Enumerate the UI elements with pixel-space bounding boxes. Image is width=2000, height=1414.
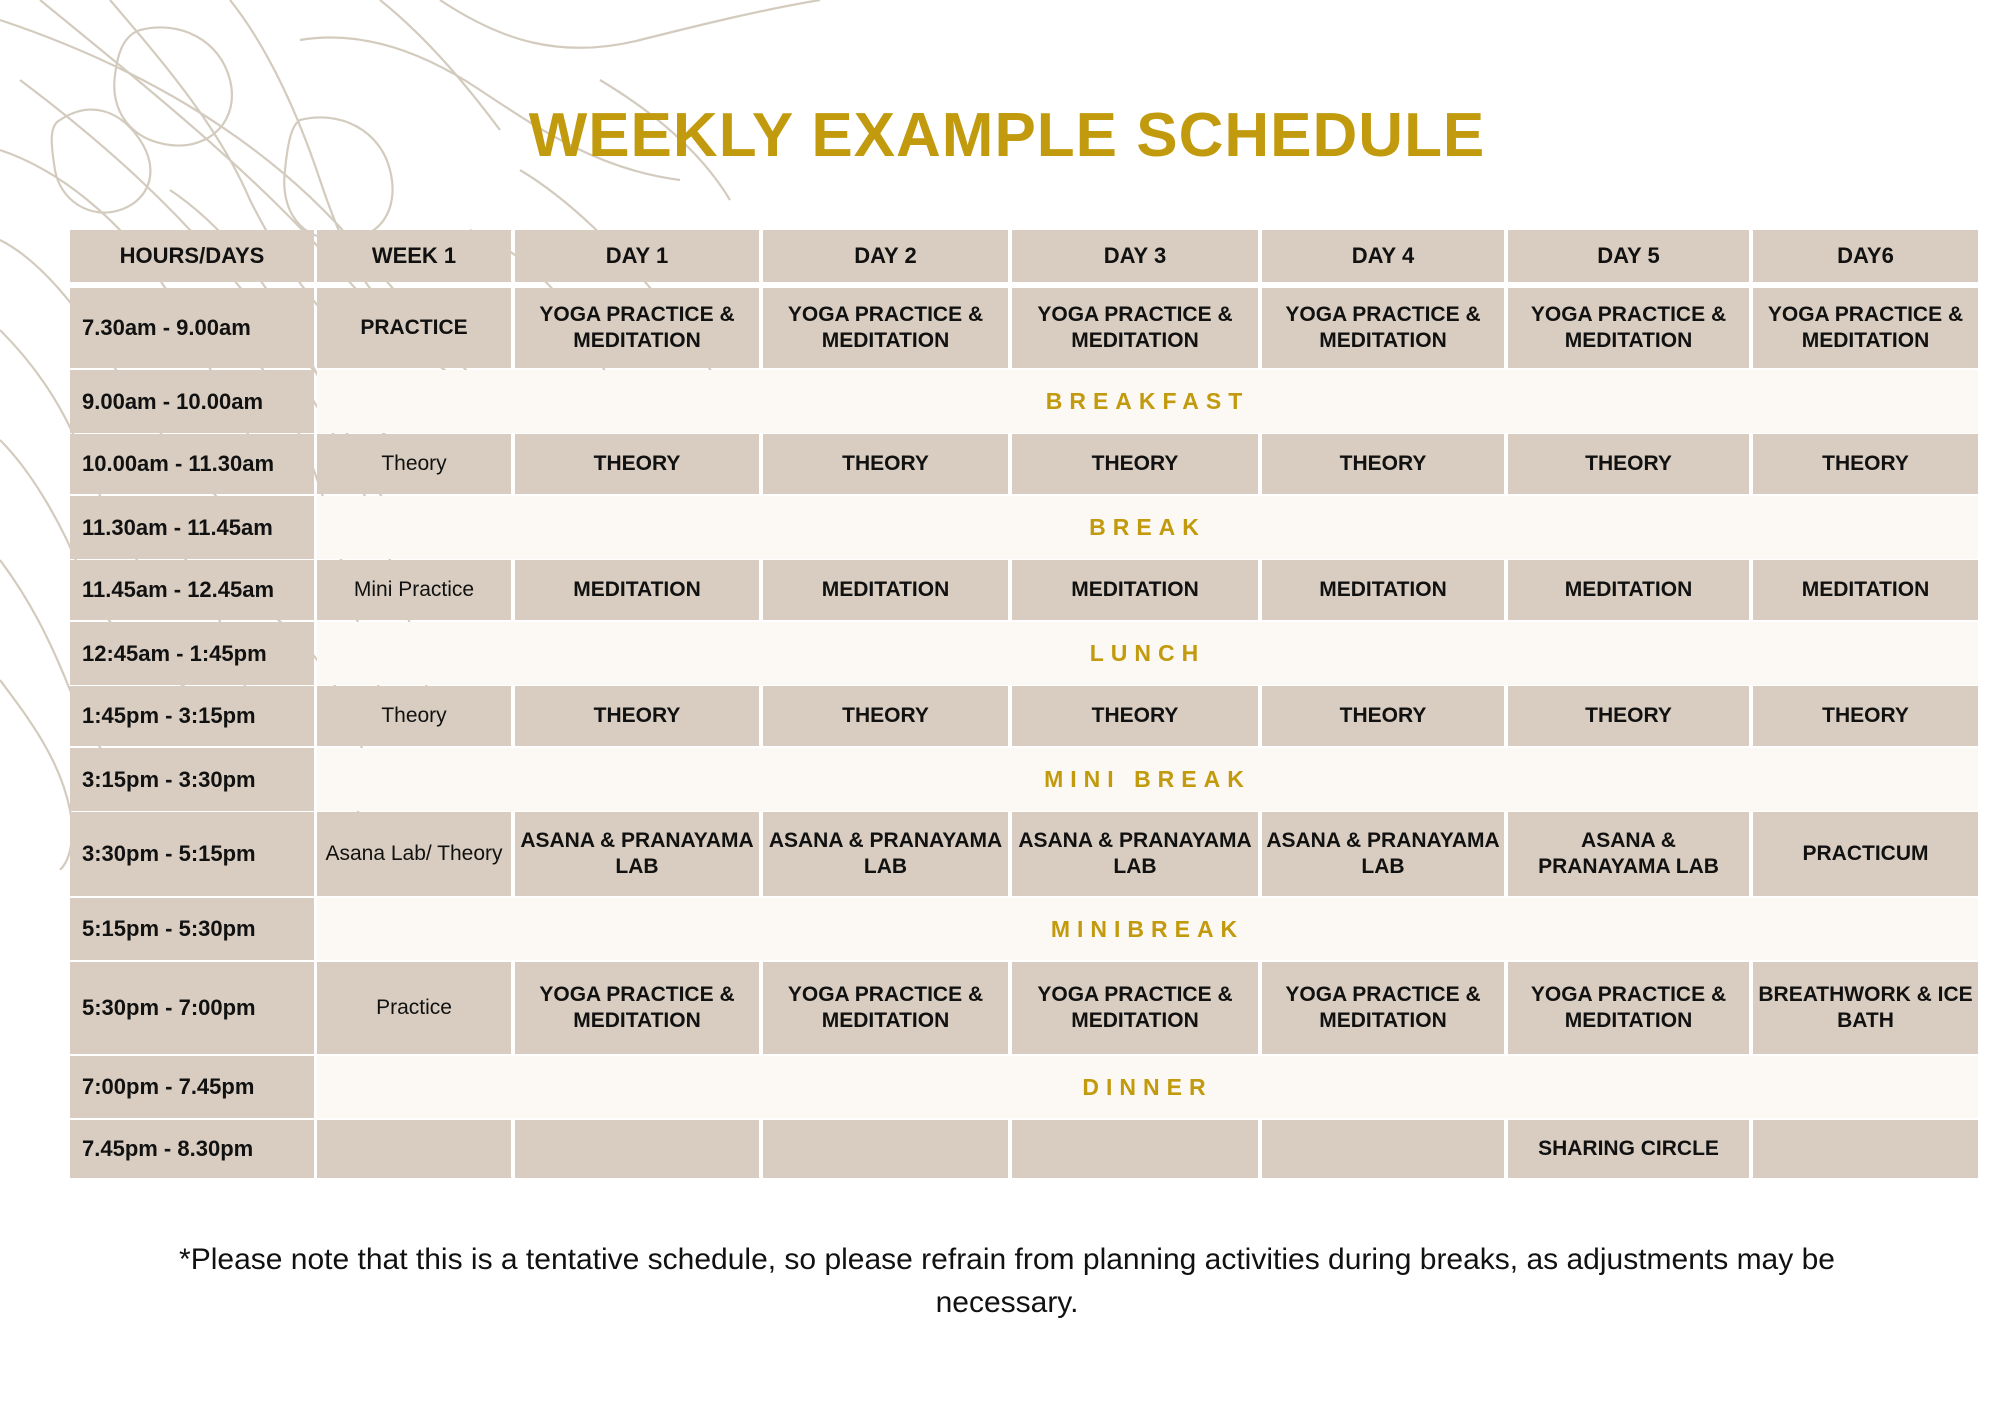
schedule-cell: THEORY — [515, 686, 759, 746]
schedule-cell: Practice — [317, 962, 511, 1054]
time-cell: 3:15pm - 3:30pm — [70, 748, 314, 811]
schedule-cell — [1012, 1120, 1258, 1178]
header-day-1: DAY 1 — [515, 230, 759, 282]
time-cell: 7.30am - 9.00am — [70, 288, 314, 368]
schedule-cell: MEDITATION — [1262, 560, 1504, 620]
schedule-cell: ASANA & PRANAYAMA LAB — [515, 812, 759, 896]
schedule-cell: MEDITATION — [1508, 560, 1749, 620]
schedule-cell: THEORY — [1262, 434, 1504, 494]
time-cell: 12:45am - 1:45pm — [70, 622, 314, 685]
schedule-cell: Theory — [317, 686, 511, 746]
schedule-cell: MEDITATION — [1753, 560, 1978, 620]
schedule-cell: PRACTICUM — [1753, 812, 1978, 896]
schedule-cell: ASANA & PRANAYAMA LAB — [1262, 812, 1504, 896]
header-day-3: DAY 3 — [1012, 230, 1258, 282]
schedule-cell: YOGA PRACTICE & MEDITATION — [1012, 962, 1258, 1054]
break-band: DINNER — [317, 1056, 1978, 1118]
break-band: LUNCH — [317, 622, 1978, 685]
schedule-cell: YOGA PRACTICE & MEDITATION — [1262, 288, 1504, 368]
time-cell: 10.00am - 11.30am — [70, 434, 314, 494]
header-day-5: DAY 5 — [1508, 230, 1749, 282]
schedule-cell — [317, 1120, 511, 1178]
time-cell: 5:15pm - 5:30pm — [70, 898, 314, 960]
schedule-cell — [763, 1120, 1008, 1178]
schedule-cell: YOGA PRACTICE & MEDITATION — [1753, 288, 1978, 368]
schedule-cell: YOGA PRACTICE & MEDITATION — [1508, 962, 1749, 1054]
schedule-cell: YOGA PRACTICE & MEDITATION — [1262, 962, 1504, 1054]
schedule-cell — [1262, 1120, 1504, 1178]
schedule-cell: MEDITATION — [1012, 560, 1258, 620]
schedule-cell: YOGA PRACTICE & MEDITATION — [515, 962, 759, 1054]
schedule-cell: YOGA PRACTICE & MEDITATION — [515, 288, 759, 368]
schedule-cell: THEORY — [1508, 686, 1749, 746]
schedule-cell: THEORY — [1753, 434, 1978, 494]
time-cell: 7:00pm - 7.45pm — [70, 1056, 314, 1118]
schedule-cell: MEDITATION — [515, 560, 759, 620]
schedule-cell: THEORY — [515, 434, 759, 494]
schedule-cell — [1753, 1120, 1978, 1178]
time-cell: 3:30pm - 5:15pm — [70, 812, 314, 896]
header-day-4: DAY 4 — [1262, 230, 1504, 282]
header-day6: DAY6 — [1753, 230, 1978, 282]
schedule-cell: THEORY — [763, 686, 1008, 746]
schedule-cell: YOGA PRACTICE & MEDITATION — [1508, 288, 1749, 368]
time-cell: 7.45pm - 8.30pm — [70, 1120, 314, 1178]
schedule-cell: YOGA PRACTICE & MEDITATION — [763, 962, 1008, 1054]
schedule-cell — [515, 1120, 759, 1178]
header-day-2: DAY 2 — [763, 230, 1008, 282]
time-cell: 11.45am - 12.45am — [70, 560, 314, 620]
time-cell: 11.30am - 11.45am — [70, 496, 314, 559]
header-hours-days: HOURS/DAYS — [70, 230, 314, 282]
schedule-cell: ASANA & PRANAYAMA LAB — [1508, 812, 1749, 896]
schedule-cell: YOGA PRACTICE & MEDITATION — [1012, 288, 1258, 368]
schedule-cell: Mini Practice — [317, 560, 511, 620]
schedule-cell: THEORY — [1508, 434, 1749, 494]
break-band: MINI BREAK — [317, 748, 1978, 811]
schedule-cell: THEORY — [1012, 686, 1258, 746]
page-title: WEEKLY EXAMPLE SCHEDULE — [528, 101, 1486, 170]
schedule-cell: ASANA & PRANAYAMA LAB — [1012, 812, 1258, 896]
schedule-cell: Asana Lab/ Theory — [317, 812, 511, 896]
schedule-cell: SHARING CIRCLE — [1508, 1120, 1749, 1178]
schedule-cell: THEORY — [1753, 686, 1978, 746]
schedule-cell: BREATHWORK & ICE BATH — [1753, 962, 1978, 1054]
schedule-note: *Please note that this is a tentative schedule, so please refrain from planning activities during breaks, as adjustments may be necessary. — [179, 1243, 1835, 1319]
time-cell: 1:45pm - 3:15pm — [70, 686, 314, 746]
schedule-cell: MEDITATION — [763, 560, 1008, 620]
schedule-cell: Theory — [317, 434, 511, 494]
schedule-cell: YOGA PRACTICE & MEDITATION — [763, 288, 1008, 368]
break-band: BREAK — [317, 496, 1978, 559]
break-band: BREAKFAST — [317, 370, 1978, 433]
schedule-cell: THEORY — [763, 434, 1008, 494]
schedule-cell: THEORY — [1262, 686, 1504, 746]
time-cell: 9.00am - 10.00am — [70, 370, 314, 433]
schedule-cell: ASANA & PRANAYAMA LAB — [763, 812, 1008, 896]
time-cell: 5:30pm - 7:00pm — [70, 962, 314, 1054]
schedule-cell: PRACTICE — [317, 288, 511, 368]
header-week-1: WEEK 1 — [317, 230, 511, 282]
schedule-cell: THEORY — [1012, 434, 1258, 494]
break-band: MINIBREAK — [317, 898, 1978, 960]
